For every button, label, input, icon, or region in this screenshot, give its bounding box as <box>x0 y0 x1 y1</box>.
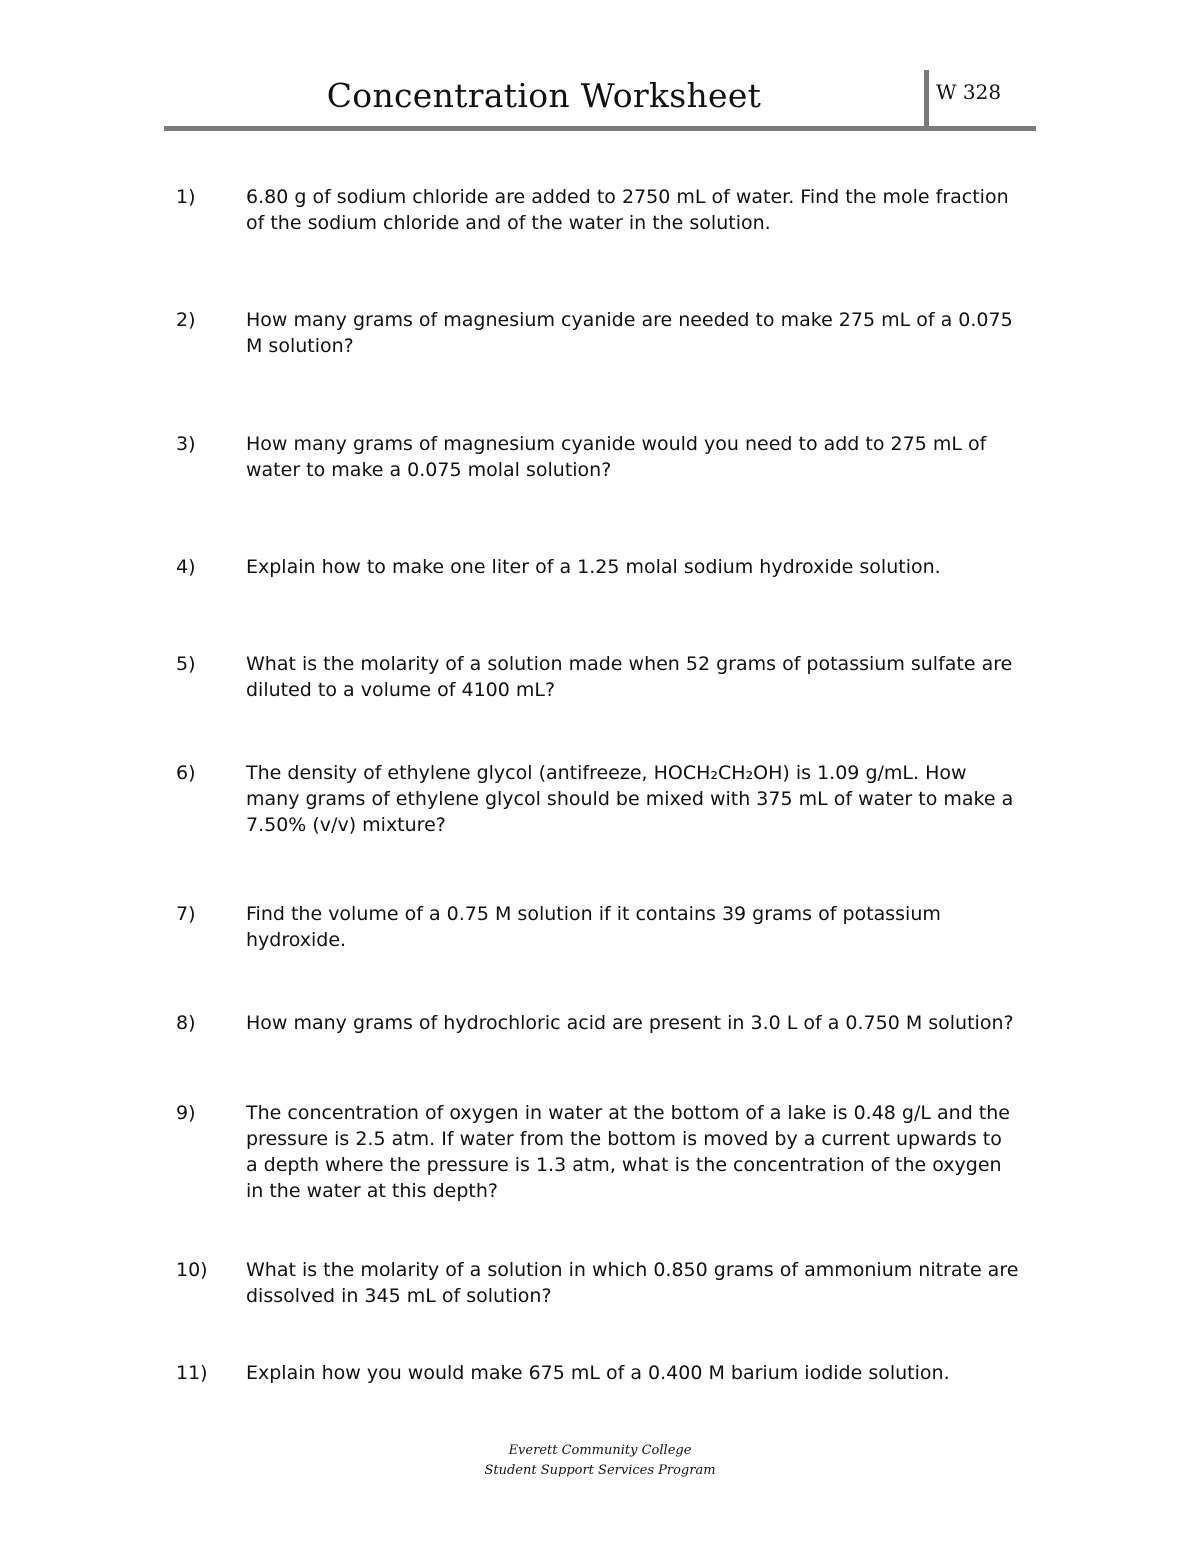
header-divider <box>164 126 1036 131</box>
header-divider-vertical <box>924 70 929 128</box>
question-number: 8) <box>176 1012 196 1034</box>
question-text: 6.80 g of sodium chloride are added to 2750 mL of water. Find the mole fraction of the sodium chloride and of the water in the solution. <box>246 186 1009 234</box>
question-text: What is the molarity of a solution in which 0.850 grams of ammonium nitrate are dissolved in 345 mL of solution? <box>246 1259 1019 1307</box>
page-title: Concentration Worksheet <box>326 76 762 115</box>
question-number: 6) <box>176 762 196 784</box>
question-number: 10) <box>176 1259 208 1281</box>
question-number: 11) <box>176 1362 208 1384</box>
question-text: What is the molarity of a solution made when 52 grams of potassium sulfate are diluted to a volume of 4100 mL? <box>246 653 1013 701</box>
worksheet-code: W 328 <box>936 80 1002 104</box>
question-number: 5) <box>176 653 196 675</box>
page-footer <box>0 1441 1200 1481</box>
question-number: 4) <box>176 556 196 578</box>
question-text: How many grams of hydrochloric acid are present in 3.0 L of a 0.750 M solution? <box>246 1012 1014 1034</box>
question-number: 9) <box>176 1102 196 1124</box>
question-text: Explain how you would make 675 mL of a 0.400 M barium iodide solution. <box>246 1362 950 1384</box>
footer-institution: Everett Community College <box>508 1443 692 1458</box>
question-number: 7) <box>176 903 196 925</box>
question-text: How many grams of magnesium cyanide would you need to add to 275 mL of water to make a 0.075 molal solution? <box>246 433 987 481</box>
question-text: Explain how to make one liter of a 1.25 molal sodium hydroxide solution. <box>246 556 941 578</box>
question-number: 1) <box>176 186 196 208</box>
question-text: Find the volume of a 0.75 M solution if it contains 39 grams of potassium hydroxide. <box>246 903 941 951</box>
question-text: How many grams of magnesium cyanide are needed to make 275 mL of a 0.075 M solution? <box>246 309 1013 357</box>
question-number: 2) <box>176 309 196 331</box>
footer-program: Student Support Services Program <box>484 1463 716 1478</box>
question-number: 3) <box>176 433 196 455</box>
question-text: The concentration of oxygen in water at the bottom of a lake is 0.48 g/L and the pressure is 2.5 atm. If water from the bottom is moved by a current upwards to a depth where the pressure is 1.3 atm, what is the concentration of the oxygen in the water at this depth? <box>246 1102 1010 1202</box>
question-text: The density of ethylene glycol (antifreeze, HOCH₂CH₂OH) is 1.09 g/mL. How many grams of ethylene glycol should be mixed with 375 mL of water to make a 7.50% (v/v) mixture? <box>246 762 1014 836</box>
